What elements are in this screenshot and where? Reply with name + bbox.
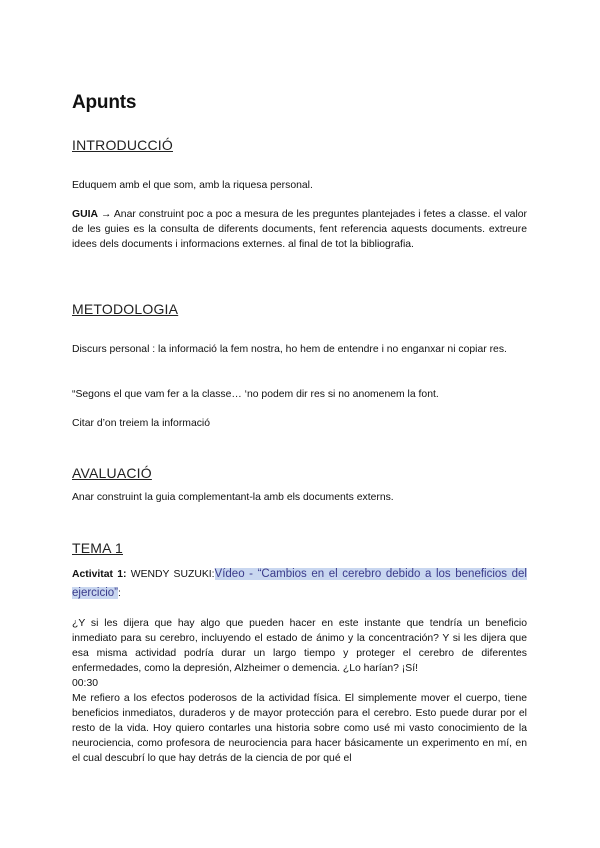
activitat-label: Activitat 1: [72,569,127,580]
page-title: Apunts [72,92,137,113]
tema1-paragraph-2: Me refiero a los efectos poderosos de la actividad física. El simplemente mover el cuerpo, tiene beneficios inmediatos, duraderos y de mayor protección para el cerebro. Esto puede durar por el resto de la vida. Hoy quiero contarles una historia sobre como usé mi vasto conocimiento de la neurociencia, como profesora de neurociencia para hacer básicamente un experimento en mí, en el cual descubrí lo que hay detrás de la ciencia de por qué el [72,693,527,764]
activitat-1-paragraph [72,565,527,603]
heading-introduccio: INTRODUCCIÓ [72,137,173,153]
heading-avaluacio: AVALUACIÓ [72,465,152,481]
activitat-author: WENDY SUZUKI: [126,569,215,580]
heading-tema-1: TEMA 1 [72,540,123,556]
metodologia-paragraph-1: Discurs personal : la informació la fem nostra, ho hem de entendre i no enganxar ni copiar res. [72,344,507,355]
guia-label: GUIA [72,209,98,220]
guia-paragraph [72,207,527,252]
tema1-paragraph-1: ¿Y si les dijera que hay algo que pueden hacer en este instante que tendría un beneficio inmediato para su cerebro, incluyendo el estado de ánimo y la concentración? Y si les dijera que esa misma actividad podría durar un largo tiempo y proteger el cerebro de diferentes enfermedades, como la depresión, Alzheimer o demencia. ¿Lo harían? ¡Sí! [72,618,527,674]
timestamp: 00:30 [72,678,99,689]
activitat-end: : [118,588,121,599]
avaluacio-paragraph: Anar construint la guia complementant-la amb els documents externs. [72,492,394,503]
heading-metodologia: METODOLOGIA [72,301,179,317]
video-link[interactable]: Vídeo - “Cambios en el cerebro debido a los beneficios del ejercicio” [72,568,527,599]
guia-text: → Anar construint poc a poc a mesura de les preguntes plantejades i fetes a classe. el valor de les guies es la consulta de diferents documents, fent referencia aquests documents. extreure idees dels documents i informacions externes. al final de tot la bibliografia. [72,209,527,250]
metodologia-paragraph-3: Citar d’on treiem la informació [72,418,211,429]
metodologia-paragraph-2: “Segons el que vam fer a la classe… ‘no podem dir res si no anomenem la font. [72,389,439,400]
intro-paragraph: Eduquem amb el que som, amb la riquesa personal. [72,180,313,191]
